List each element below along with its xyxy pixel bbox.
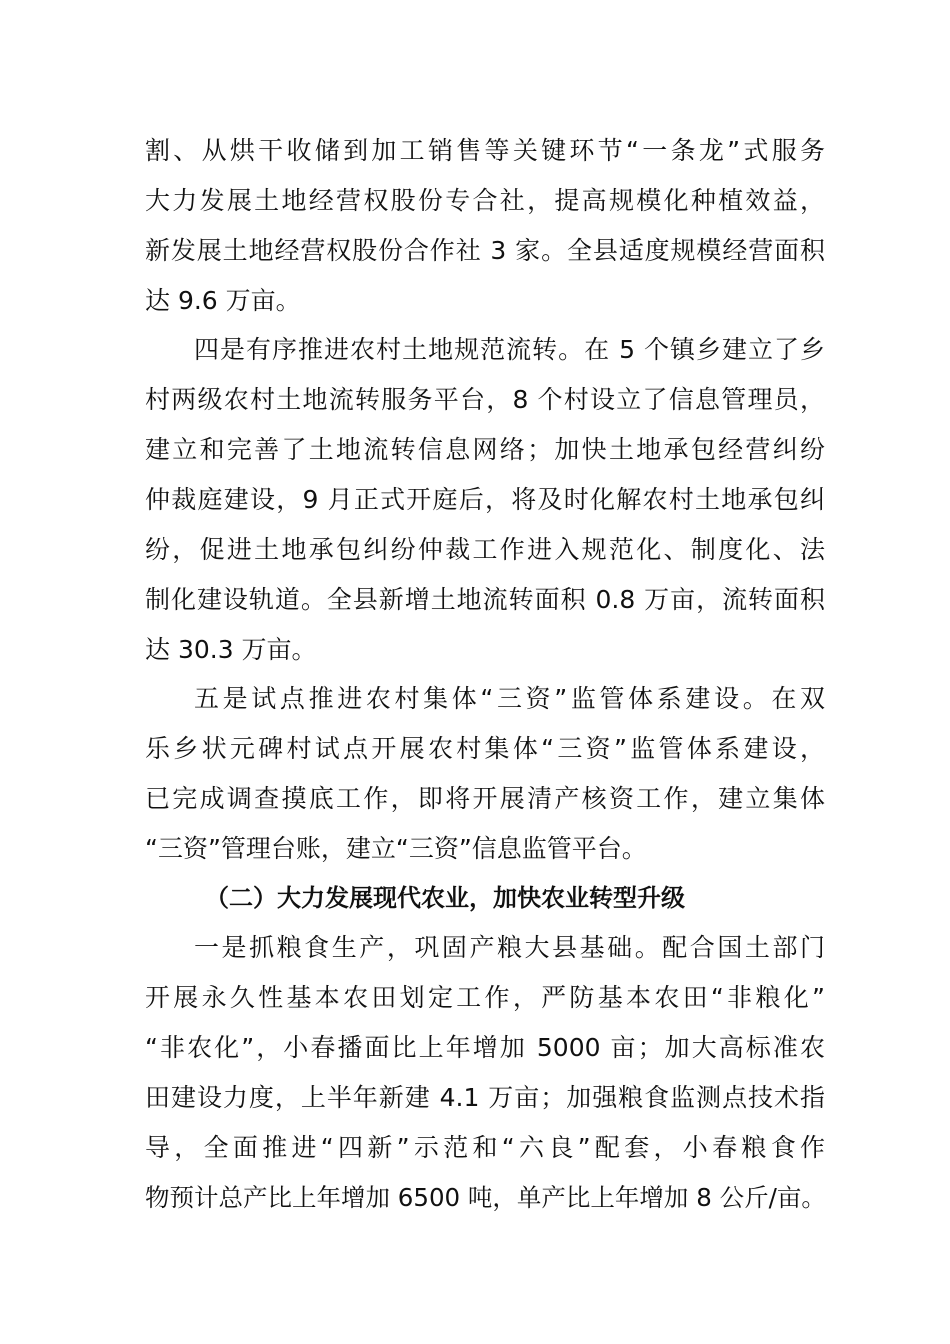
paragraph-1-line-2: 大力发展土地经营权股份专合社，提高规模化种植效益，: [145, 186, 825, 215]
paragraph-2-line-2: 村两级农村土地流转服务平台，8 个村设立了信息管理员，: [145, 385, 825, 414]
paragraph-2-line-1: 四是有序推进农村土地规范流转。在 5 个镇乡建立了乡: [194, 335, 825, 364]
paragraph-4-line-4: 田建设力度，上半年新建 4.1 万亩；加强粮食监测点技术指: [145, 1083, 825, 1112]
paragraph-4-line-3: “非农化”，小春播面比上年增加 5000 亩；加大高标准农: [145, 1033, 825, 1062]
paragraph-3-line-3: 已完成调查摸底工作，即将开展清产核资工作，建立集体: [145, 784, 825, 813]
paragraph-2-line-4: 仲裁庭建设，9 月正式开庭后，将及时化解农村土地承包纠: [145, 485, 825, 514]
paragraph-1-line-4: 达 9.6 万亩。: [145, 286, 301, 315]
paragraph-4-line-5: 导，全面推进“四新”示范和“六良”配套，小春粮食作: [145, 1133, 825, 1162]
paragraph-3-line-1: 五是试点推进农村集体“三资”监管体系建设。在双: [194, 684, 825, 713]
section-heading: （二）大力发展现代农业，加快农业转型升级: [205, 884, 685, 912]
paragraph-3-line-2: 乐乡状元碑村试点开展农村集体“三资”监管体系建设，: [145, 734, 825, 763]
paragraph-4-line-6: 物预计总产比上年增加 6500 吨，单产比上年增加 8 公斤/亩。: [145, 1183, 826, 1212]
paragraph-2-line-7: 达 30.3 万亩。: [145, 635, 317, 664]
paragraph-1-line-3: 新发展土地经营权股份合作社 3 家。全县适度规模经营面积: [145, 236, 825, 265]
paragraph-4-line-1: 一是抓粮食生产，巩固产粮大县基础。配合国土部门: [194, 933, 825, 962]
paragraph-2-line-5: 纷，促进土地承包纠纷仲裁工作进入规范化、制度化、法: [145, 535, 825, 564]
paragraph-2-line-6: 制化建设轨道。全县新增土地流转面积 0.8 万亩，流转面积: [145, 585, 825, 614]
paragraph-1-line-1: 割、从烘干收储到加工销售等关键环节“一条龙”式服务: [145, 136, 825, 165]
paragraph-4-line-2: 开展永久性基本农田划定工作，严防基本农田“非粮化”: [145, 983, 825, 1012]
paragraph-2-line-3: 建立和完善了土地流转信息网络；加快土地承包经营纠纷: [145, 435, 825, 464]
paragraph-3-line-4: “三资”管理台账，建立“三资”信息监管平台。: [145, 834, 647, 863]
